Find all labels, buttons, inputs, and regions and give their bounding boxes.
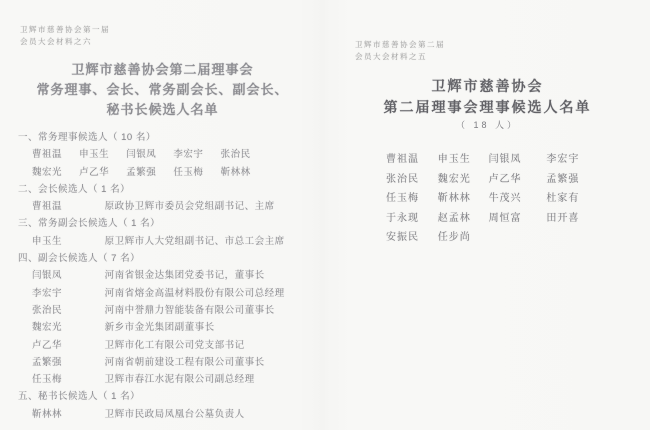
candidate-entry — [0, 285, 325, 302]
candidate-name: 张治民 — [220, 149, 251, 161]
name-row — [386, 150, 579, 170]
candidate-entry — [0, 354, 325, 371]
candidate-description: 河南省银金达集团党委书记，董事长 — [104, 270, 265, 282]
candidate-name: 赵孟林 — [437, 212, 471, 224]
name-row — [0, 164, 325, 181]
candidate-name: 卢乙华 — [32, 339, 63, 351]
candidate-name: 靳林林 — [220, 166, 251, 178]
candidate-name: 卢乙华 — [488, 173, 522, 185]
candidate-entry — [0, 406, 325, 423]
page-right — [325, 0, 650, 430]
candidate-name: 申玉生 — [437, 154, 471, 165]
section-heading-vice-presidents: 四、副会长候选人（ 7 名） — [18, 253, 141, 265]
candidate-sections — [0, 129, 325, 423]
title-line: 第二届理事会理事候选人名单 — [383, 99, 592, 115]
title-line: 秘书长候选人名单 — [106, 102, 219, 117]
name-row — [0, 146, 325, 163]
candidate-entry — [0, 319, 325, 336]
section-heading-executive-vp: 三、常务副会长候选人（ 1 名） — [18, 218, 161, 230]
candidate-description: 河南中誉鼎力智能装备有限公司董事长 — [104, 304, 275, 316]
candidate-name: 曹祖温 — [32, 149, 63, 161]
candidate-entry — [0, 302, 325, 319]
candidate-name: 曹祖温 — [32, 201, 63, 213]
candidate-description: 原政协卫辉市委员会党组副书记、主席 — [104, 201, 275, 213]
candidate-name: 李宏宇 — [32, 287, 63, 299]
candidate-description: 卫辉市民政局凤凰台公墓负责人 — [104, 408, 245, 420]
candidate-name: 魏宏光 — [32, 322, 63, 334]
candidate-name: 申玉生 — [79, 149, 110, 161]
candidate-name: 魏宏光 — [32, 166, 63, 178]
corner-line: 会员大会材料之六 — [20, 37, 92, 46]
candidate-description: 卫辉市化工有限公司党支部书记 — [104, 339, 245, 351]
candidate-description: 河南省熔金高温材料股份有限公司总经理 — [104, 287, 285, 299]
candidate-name: 于永现 — [386, 212, 419, 224]
candidate-name: 李宏宇 — [173, 149, 204, 161]
candidate-description: 新乡市金光集团副董事长 — [104, 322, 215, 334]
corner-line: 卫辉市慈善协会第一届 — [20, 25, 110, 34]
section-heading-standing-directors: 一、常务理事候选人（ 10 名） — [18, 132, 156, 143]
candidate-entry — [0, 337, 325, 354]
title-line: 卫辉市慈善协会第二届理事会 — [71, 62, 254, 77]
name-row — [386, 209, 579, 229]
candidate-name: 周恒富 — [488, 212, 522, 224]
name-row — [386, 189, 579, 209]
page-title-left — [0, 60, 325, 120]
name-row — [386, 170, 579, 190]
candidate-name: 任玉梅 — [32, 374, 63, 386]
candidate-name: 孟繁强 — [126, 166, 157, 178]
candidate-count: （ 18 人） — [455, 120, 519, 130]
candidate-name: 任玉梅 — [173, 166, 204, 178]
candidate-name: 田开喜 — [546, 212, 580, 224]
candidate-name: 张治民 — [32, 304, 63, 316]
candidate-description: 河南省朝前建设工程有限公司董事长 — [104, 356, 265, 368]
title-line: 常务理事、会长、常务副会长、副会长、 — [36, 82, 289, 97]
candidate-name: 孟繁强 — [32, 356, 63, 368]
title-line: 卫辉市慈善协会 — [431, 78, 544, 94]
candidate-name: 闫银凤 — [488, 154, 522, 165]
candidate-name: 李宏宇 — [546, 154, 580, 165]
candidate-name: 任玉梅 — [386, 193, 419, 205]
candidate-name: 杜家有 — [546, 193, 580, 205]
candidate-name: 牛茂兴 — [488, 193, 522, 205]
candidate-name: 曹祖温 — [386, 154, 419, 165]
corner-line: 卫辉市慈善协会第二届 — [355, 40, 445, 49]
candidate-name: 孟繁强 — [546, 173, 580, 185]
candidate-entry — [0, 267, 325, 284]
director-candidate-grid — [386, 150, 579, 248]
name-row — [386, 228, 579, 248]
candidate-name: 靳林林 — [32, 408, 63, 420]
candidate-name: 申玉生 — [32, 235, 63, 247]
section-heading-secretary-general: 五、秘书长候选人（ 1 名） — [18, 391, 141, 403]
corner-header-right — [355, 39, 445, 63]
candidate-name: 安振民 — [386, 232, 419, 244]
section-heading-president: 二、会长候选人（ 1 名） — [18, 183, 131, 195]
candidate-entry — [0, 371, 325, 388]
candidate-entry — [0, 233, 325, 250]
corner-line: 会员大会材料之五 — [355, 52, 427, 61]
candidate-entry — [0, 198, 325, 215]
candidate-name: 任步尚 — [437, 232, 471, 244]
page-title-right — [325, 76, 650, 118]
candidate-name: 闫银凤 — [32, 270, 63, 282]
candidate-name: 卢乙华 — [79, 166, 110, 178]
candidate-name: 张治民 — [386, 173, 419, 185]
candidate-description: 卫辉市春江水泥有限公司副总经理 — [104, 374, 255, 386]
candidate-name: 闫银凤 — [126, 149, 157, 161]
candidate-name: 魏宏光 — [437, 173, 471, 185]
corner-header-left — [20, 24, 110, 48]
candidate-name: 靳林林 — [437, 193, 471, 205]
candidate-description: 原卫辉市人大党组副书记、市总工会主席 — [104, 235, 285, 247]
